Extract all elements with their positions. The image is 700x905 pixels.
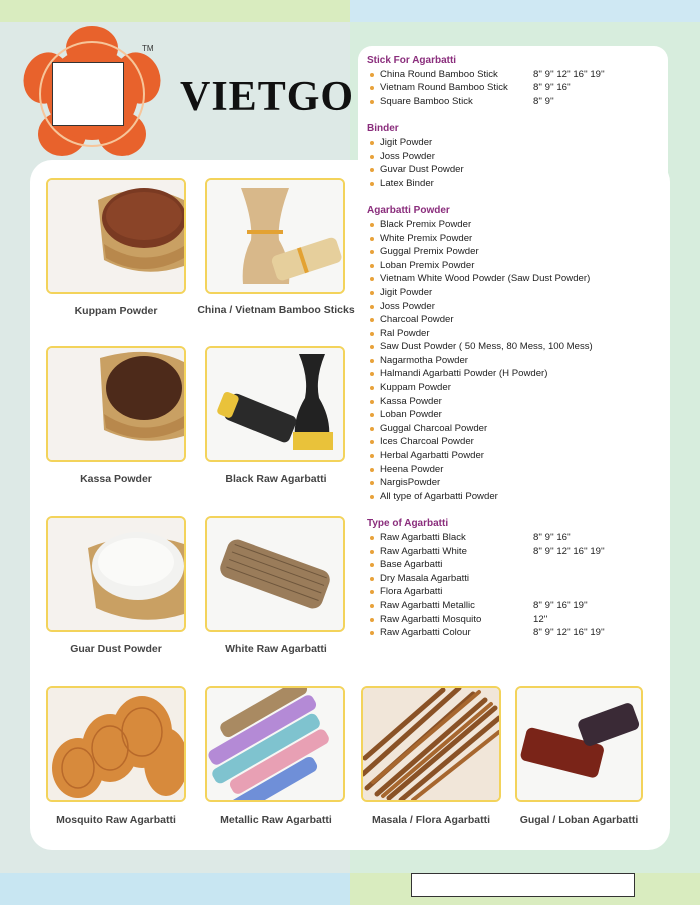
list-item: Flora Agarbatti — [367, 585, 667, 599]
gugal-loban-agarbatti-photo — [515, 686, 643, 802]
list-item: Loban Premix Powder — [367, 259, 667, 273]
list-item: Vietnam White Wood Powder (Saw Dust Powder) — [367, 272, 667, 286]
section-title-types: Type of Agarbatti — [367, 518, 449, 530]
size-list: 8'' 9'' 12'' 16'' 19'' — [533, 545, 605, 557]
masala-flora-agarbatti-photo — [361, 686, 501, 802]
product-list — [367, 54, 667, 640]
list-item: Raw Agarbatti Metallic 8'' 9'' 16'' 19'' — [367, 599, 667, 613]
product-caption: White Raw Agarbatti — [225, 643, 327, 655]
section-title-sticks: Stick For Agarbatti — [367, 55, 457, 66]
product-caption: Masala / Flora Agarbatti — [371, 814, 491, 826]
list-item: Herbal Agarbatti Powder — [367, 449, 667, 463]
list-item: NargisPowder — [367, 476, 667, 490]
powder-list — [367, 218, 667, 503]
list-item: Raw Agarbatti Mosquito 12'' — [367, 613, 667, 627]
section-title-binder: Binder — [367, 123, 399, 135]
list-item: Charcoal Powder — [367, 313, 667, 327]
list-item: Square Bamboo Stick 8'' 9'' — [367, 95, 667, 109]
bamboo-sticks-photo — [205, 178, 345, 294]
list-item: Guggal Charcoal Powder — [367, 422, 667, 436]
list-item: Ices Charcoal Powder — [367, 435, 667, 449]
size-list: 8'' 9'' 16'' — [533, 82, 571, 94]
logo-blank-box — [52, 62, 124, 126]
guar-dust-powder-photo — [46, 516, 186, 632]
size-list: 8'' 9'' 12'' 16'' 19'' — [533, 68, 605, 80]
list-item: Latex Binder — [367, 177, 667, 191]
list-item: Halmandi Agarbatti Powder (H Powder) — [367, 367, 667, 381]
list-item: Kuppam Powder — [367, 381, 667, 395]
list-item: Base Agarbatti — [367, 558, 667, 572]
list-item: Saw Dust Powder ( 50 Mess, 80 Mess, 100 Mess) — [367, 340, 667, 354]
footer-blank-box — [411, 873, 635, 897]
black-raw-agarbatti-photo — [205, 346, 345, 462]
list-item: White Premix Powder — [367, 232, 667, 246]
metallic-raw-agarbatti-photo — [205, 686, 345, 802]
kassa-powder-photo — [46, 346, 186, 462]
top-band — [0, 0, 700, 22]
list-item: China Round Bamboo Stick 8'' 9'' 12'' 16'' 19'' — [367, 68, 667, 82]
size-list: 8'' 9'' — [533, 95, 554, 107]
product-caption: Metallic Raw Agarbatti — [220, 814, 332, 826]
brand-name: VIETGO — [180, 74, 355, 120]
list-item: Ral Powder — [367, 327, 667, 341]
product-caption: Mosquito Raw Agarbatti — [56, 814, 176, 826]
list-item: Dry Masala Agarbatti — [367, 572, 667, 586]
list-item: Vietnam Round Bamboo Stick 8'' 9'' 16'' — [367, 81, 667, 95]
list-item: Raw Agarbatti Colour 8'' 9'' 12'' 16'' 19'' — [367, 626, 667, 640]
list-item: All type of Agarbatti Powder — [367, 490, 667, 504]
product-caption: Kassa Powder — [80, 473, 152, 485]
product-caption: Gugal / Loban Agarbatti — [519, 814, 639, 826]
types-list — [367, 531, 667, 640]
trademark-mark: TM — [142, 44, 154, 53]
size-list: 8'' 9'' 12'' 16'' 19'' — [533, 627, 605, 639]
product-caption: Black Raw Agarbatti — [225, 473, 327, 485]
size-list: 8'' 9'' 16'' 19'' — [533, 599, 588, 611]
mosquito-raw-agarbatti-photo — [46, 686, 186, 802]
white-raw-agarbatti-photo — [205, 516, 345, 632]
product-caption: Kuppam Powder — [74, 305, 158, 317]
list-item: Raw Agarbatti White 8'' 9'' 12'' 16'' 19'' — [367, 545, 667, 559]
list-item: Guggal Premix Powder — [367, 245, 667, 259]
list-item: Black Premix Powder — [367, 218, 667, 232]
list-item: Guvar Dust Powder — [367, 163, 667, 177]
list-item: Joss Powder — [367, 300, 667, 314]
list-item: Jigit Powder — [367, 136, 667, 150]
section-title-powder: Agarbatti Powder — [367, 205, 450, 217]
product-caption: China / Vietnam Bamboo Sticks — [197, 304, 355, 316]
list-item: Joss Powder — [367, 150, 667, 164]
list-item: Nagarmotha Powder — [367, 354, 667, 368]
kuppam-powder-photo — [46, 178, 186, 294]
list-item: Jigit Powder — [367, 286, 667, 300]
size-list: 12'' — [533, 613, 548, 625]
product-caption: Guar Dust Powder — [70, 643, 162, 655]
list-item: Heena Powder — [367, 463, 667, 477]
list-item: Loban Powder — [367, 408, 667, 422]
list-item: Kassa Powder — [367, 395, 667, 409]
list-item: Raw Agarbatti Black 8'' 9'' 16'' — [367, 531, 667, 545]
size-list: 8'' 9'' 16'' — [533, 532, 571, 543]
